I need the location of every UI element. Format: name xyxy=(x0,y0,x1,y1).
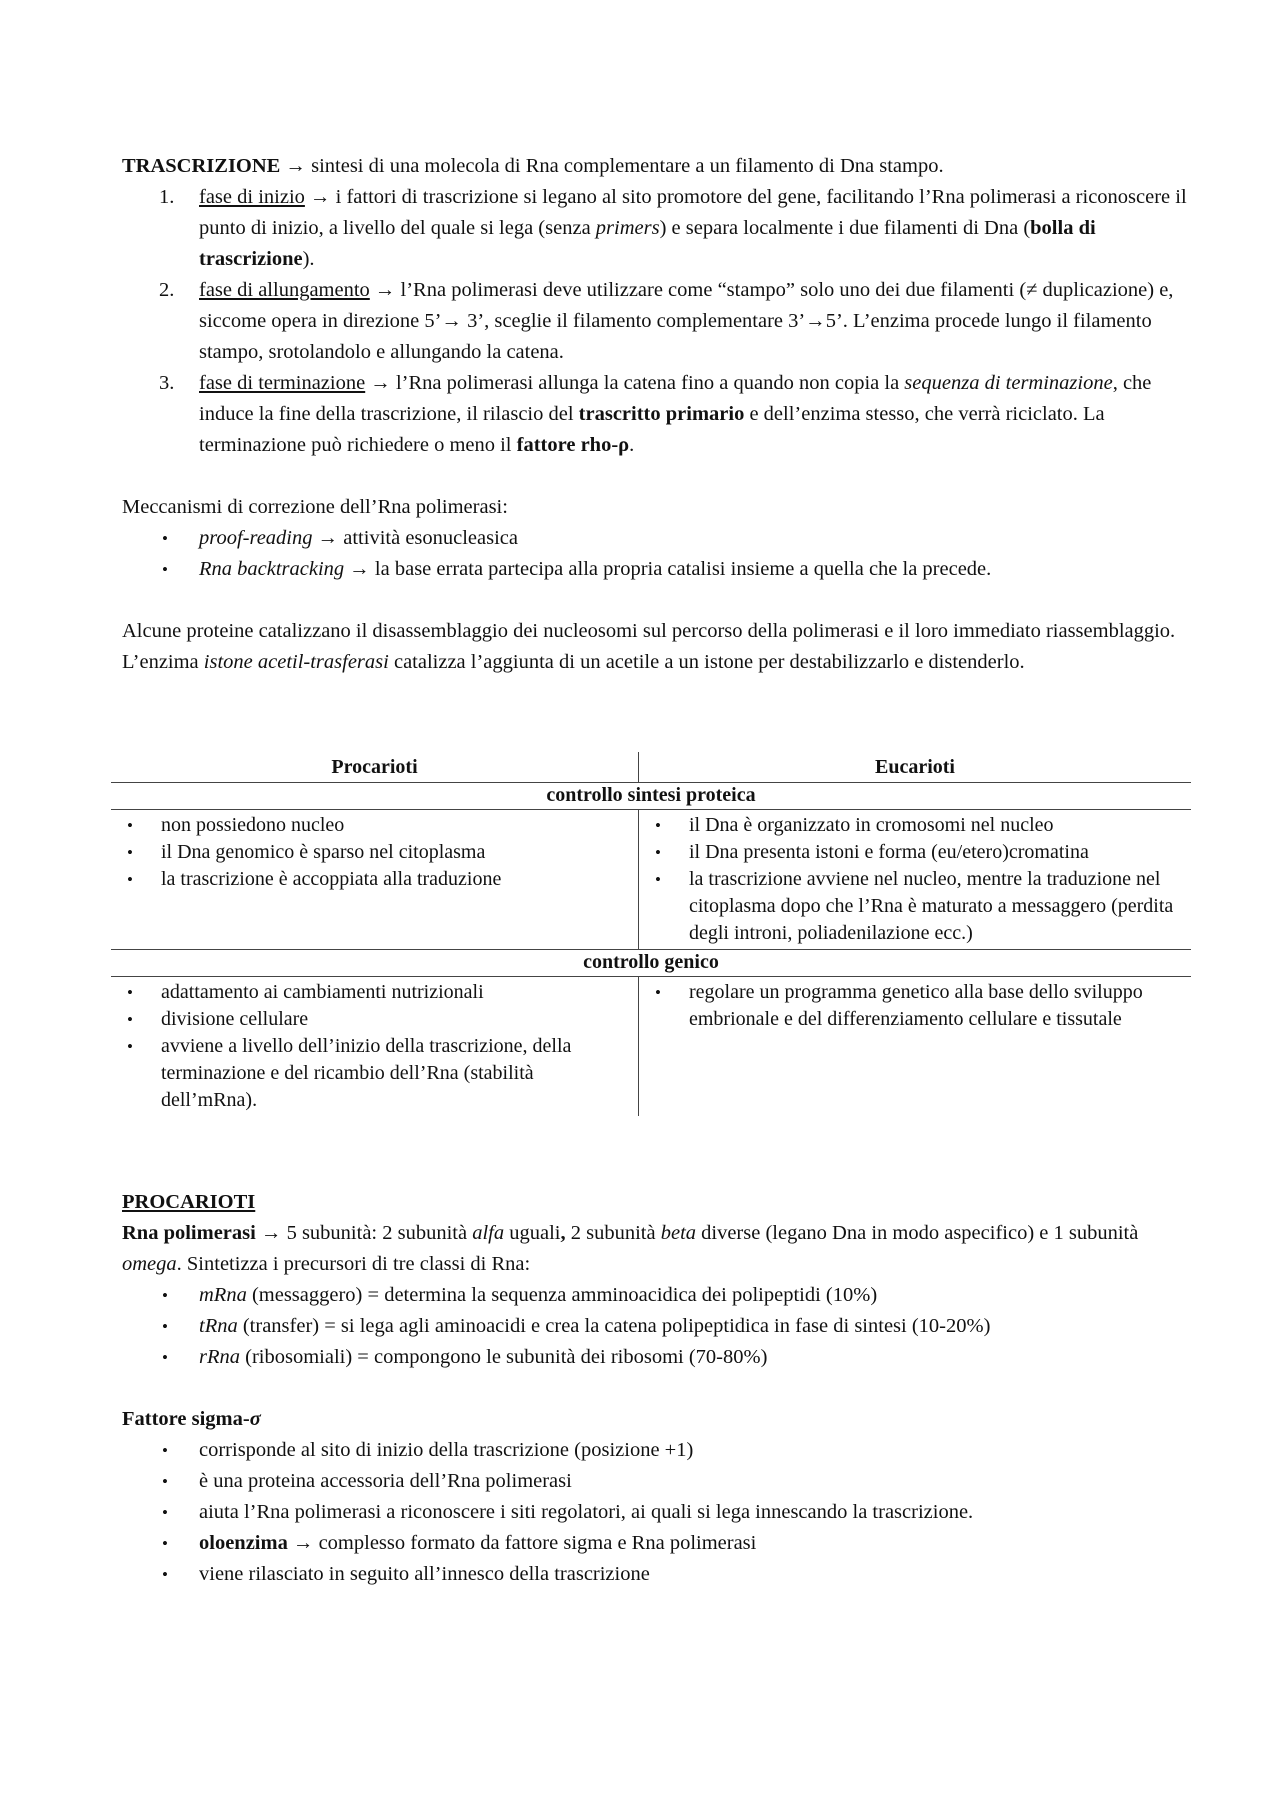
phase-list xyxy=(122,182,1192,461)
document-upper xyxy=(122,151,1192,678)
sigma-heading: Fattore sigma-σ xyxy=(122,1408,261,1430)
bullet-icon: • xyxy=(162,529,168,548)
phase-item-1: 1. fase di inizio → i fattori di trascrizione si legano al sito promotore del gene, facilitando l’Rna polimerasi a riconoscere il punto di inizio, a livello del quale si lega (senza primers) e separa localmente i due filamenti di Dna (bolla di trascrizione). xyxy=(159,186,1187,270)
section-title: controllo sintesi proteica xyxy=(111,783,1191,810)
list-item: • il Dna genomico è sparso nel citoplasma xyxy=(111,839,638,866)
bullet-icon: • xyxy=(162,1534,168,1553)
column-header-eucarioti: Eucarioti xyxy=(875,755,955,778)
correction-list xyxy=(122,523,1192,585)
document-lower xyxy=(122,1187,1192,1590)
bullet-icon: • xyxy=(127,843,133,862)
list-item: • Rna backtracking → la base errata partecipa alla propria catalisi insieme a quella che la precede. xyxy=(122,554,1192,585)
list-item: • la trascrizione avviene nel nucleo, mentre la traduzione nel citoplasma dopo che l’Rna è maturato a messaggero (perdita degli introni, poliadenilazione ecc.) xyxy=(655,868,1174,944)
rna-classes-list xyxy=(122,1280,1192,1373)
list-item: • corrisponde al sito di inizio della trascrizione (posizione +1) xyxy=(122,1435,1192,1466)
bullet-icon: • xyxy=(162,1503,168,1522)
list-item: • il Dna presenta istoni e forma (eu/etero)cromatina xyxy=(639,839,1191,866)
bullet-icon: • xyxy=(655,843,661,862)
list-item: • oloenzima → complesso formato da fattore sigma e Rna polimerasi xyxy=(122,1528,1192,1559)
correction-heading: Meccanismi di correzione dell’Rna polimerasi: xyxy=(122,496,508,518)
table-cell xyxy=(111,977,639,1117)
list-item: • tRna (transfer) = si lega agli aminoacidi e crea la catena polipeptidica in fase di sintesi (10-20%) xyxy=(122,1311,1192,1342)
list-item: • la trascrizione è accoppiata alla traduzione xyxy=(111,866,638,893)
intro-paragraph: TRASCRIZIONE → sintesi di una molecola di Rna complementare a un filamento di Dna stampo. xyxy=(122,155,944,177)
bullet-icon: • xyxy=(162,1286,168,1305)
bullet-icon: • xyxy=(127,816,133,835)
bullet-icon: • xyxy=(162,1441,168,1460)
bullet-icon: • xyxy=(655,983,661,1002)
bullet-icon: • xyxy=(162,1472,168,1491)
bullet-icon: • xyxy=(655,870,661,889)
list-item: • regolare un programma genetico alla base dello sviluppo embrionale e del differenziamento cellulare e tissutale xyxy=(655,981,1143,1030)
bullet-icon: • xyxy=(127,870,133,889)
bullet-icon: • xyxy=(127,1037,133,1056)
phase-name: fase di terminazione xyxy=(199,372,366,394)
list-item: • è una proteina accessoria dell’Rna polimerasi xyxy=(122,1466,1192,1497)
bullet-icon: • xyxy=(162,1317,168,1336)
sigma-list xyxy=(122,1435,1192,1590)
phase-name: fase di allungamento xyxy=(199,279,370,301)
list-item: • proof-reading → attività esonucleasica xyxy=(122,523,1192,554)
column-header-procarioti: Procarioti xyxy=(111,752,639,783)
bullet-icon: • xyxy=(127,983,133,1002)
rna-polimerasi-paragraph: Rna polimerasi → 5 subunità: 2 subunità alfa uguali, 2 subunità beta diverse (legano Dna in modo aspecifico) e 1 subunità omega. Sintetizza i precursori di tre classi di Rna: xyxy=(122,1222,1139,1275)
section-row xyxy=(111,950,1191,977)
list-item: • divisione cellulare xyxy=(111,1006,638,1033)
bullet-icon: • xyxy=(162,1348,168,1367)
phase-item-2: 2. fase di allungamento → l’Rna polimerasi deve utilizzare come “stampo” solo uno dei due filamenti (≠ duplicazione) e, siccome opera in direzione 5’→ 3’, sceglie il filamento complementare 3’→5’. L’enzima procede lungo il filamento stampo, srotolandolo e allungando la catena. xyxy=(159,279,1174,363)
phase-item-3: 3. fase di terminazione → l’Rna polimerasi allunga la catena fino a quando non copia la sequenza di terminazione, che induce la fine della trascrizione, il rilascio del trascritto primario e dell’enzima stesso, che verrà riciclato. La terminazione può richiedere o meno il fattore rho-ρ. xyxy=(159,372,1152,456)
table-cell xyxy=(639,977,1192,1117)
list-item: • adattamento ai cambiamenti nutrizionali xyxy=(111,979,638,1006)
bullet-icon: • xyxy=(162,560,168,579)
section-row xyxy=(111,783,1191,810)
phase-name: fase di inizio xyxy=(199,186,305,208)
list-item: • il Dna è organizzato in cromosomi nel nucleo xyxy=(639,812,1191,839)
procarioti-heading: PROCARIOTI xyxy=(122,1191,256,1213)
bullet-icon: • xyxy=(162,1565,168,1584)
nucleosome-paragraph: Alcune proteine catalizzano il disassemblaggio dei nucleosomi sul percorso della polimerasi e il loro immediato riassemblaggio. L’enzima istone acetil-trasferasi catalizza l’aggiunta di un acetile a un istone per destabilizzarlo e distenderlo. xyxy=(122,620,1176,673)
table-cell xyxy=(639,810,1192,950)
table-row xyxy=(111,810,1191,950)
title-trascrizione: TRASCRIZIONE xyxy=(122,155,281,177)
section-title: controllo genico xyxy=(111,950,1191,977)
bullet-icon: • xyxy=(655,816,661,835)
table-row xyxy=(111,977,1191,1117)
list-item: • mRna (messaggero) = determina la sequenza amminoacidica dei polipeptidi (10%) xyxy=(122,1280,1192,1311)
list-item: • rRna (ribosomiali) = compongono le subunità dei ribosomi (70-80%) xyxy=(122,1342,1192,1373)
list-item: • non possiedono nucleo xyxy=(111,812,638,839)
list-item: • avviene a livello dell’inizio della trascrizione, della terminazione e del ricambio dell’Rna (stabilità dell’mRna). xyxy=(127,1035,572,1111)
table-cell xyxy=(111,810,639,950)
list-item: • viene rilasciato in seguito all’innesco della trascrizione xyxy=(122,1559,1192,1590)
list-item: • aiuta l’Rna polimerasi a riconoscere i siti regolatori, ai quali si lega innescando la trascrizione. xyxy=(122,1497,1192,1528)
table-header-row xyxy=(111,752,1191,783)
comparison-table xyxy=(111,752,1191,1116)
bullet-icon: • xyxy=(127,1010,133,1029)
